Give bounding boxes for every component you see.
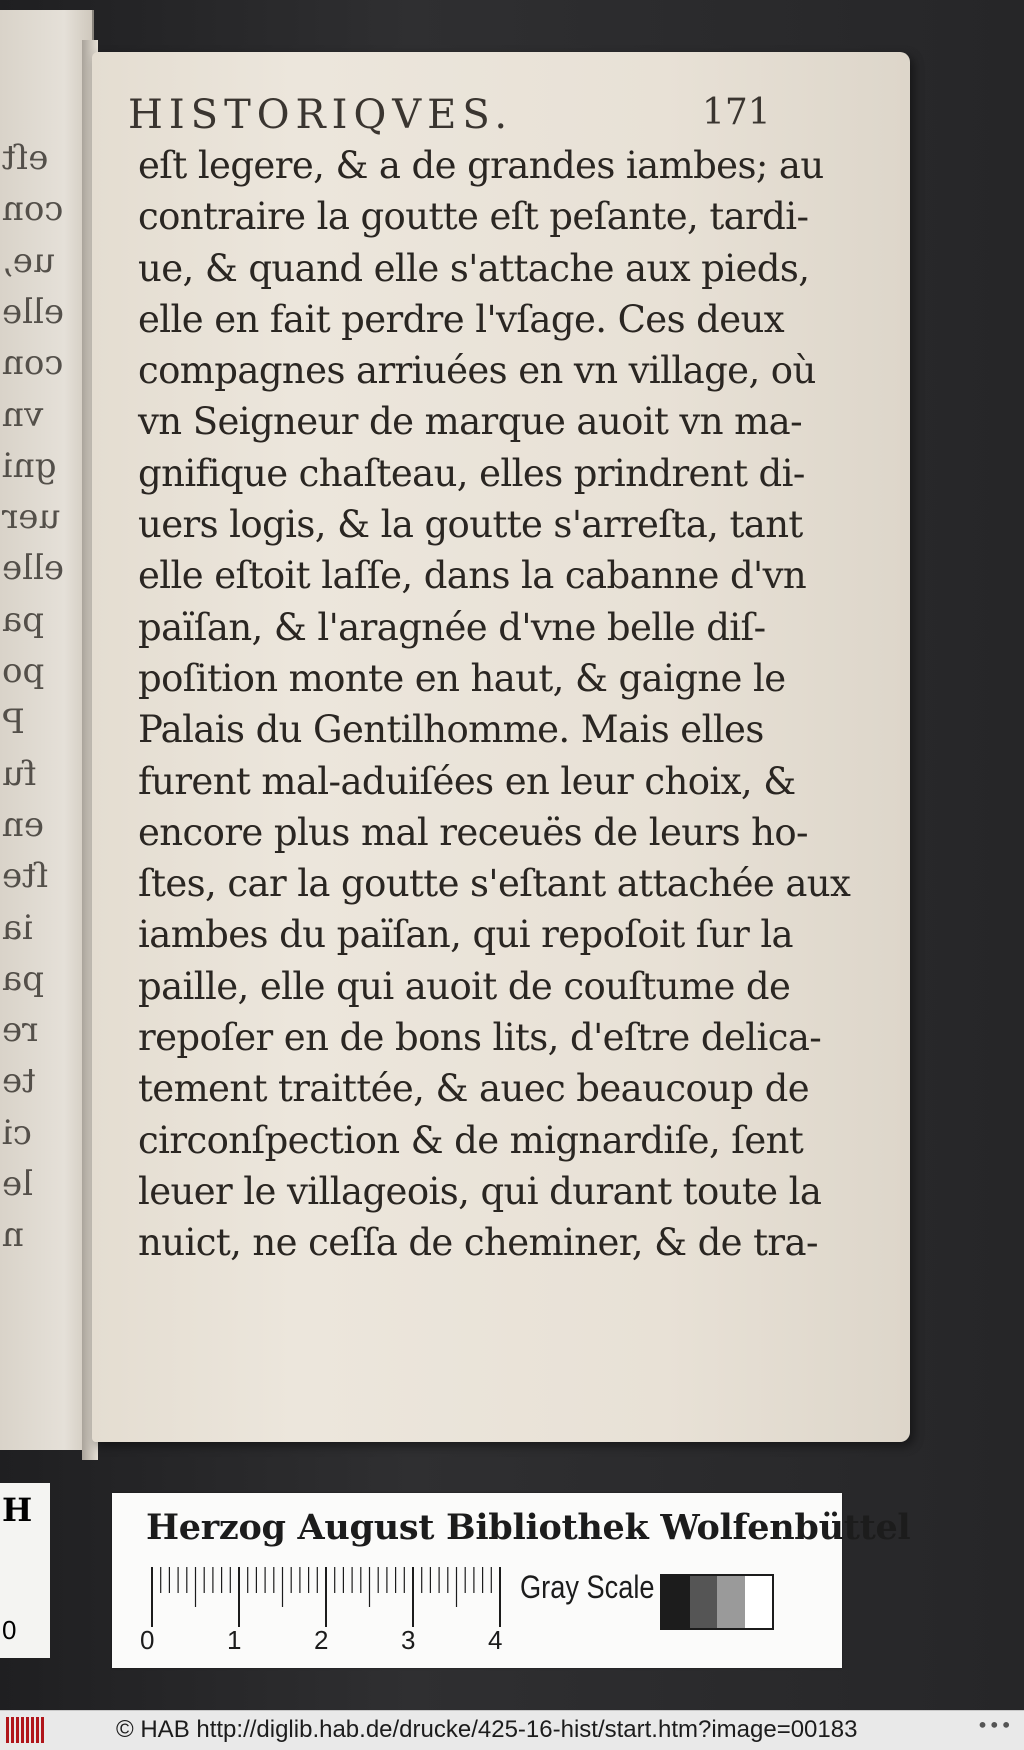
text-line: uers logis, & la goutte s'arreſta, tant bbox=[138, 503, 803, 547]
gray-patch bbox=[717, 1576, 745, 1628]
text-line: furent mal-aduiſées en leur choix, & bbox=[138, 759, 796, 803]
more-icon[interactable]: ••• bbox=[976, 1713, 1012, 1737]
card-fragment-digit: 0 bbox=[2, 1615, 17, 1645]
left-page-fragment: n bbox=[2, 1215, 24, 1256]
text-line: poſition monte en haut, & gaigne le bbox=[138, 656, 786, 700]
text-line: compagnes arriuées en vn village, où bbox=[138, 349, 816, 393]
left-page-fragment: vn bbox=[2, 394, 44, 435]
ruler-label: 4 bbox=[488, 1625, 503, 1655]
gray-scale-patches bbox=[660, 1574, 774, 1630]
left-page-fragment: eſt bbox=[2, 138, 49, 178]
card-fragment-letter: H bbox=[2, 1491, 33, 1529]
left-page-fragment: elle bbox=[2, 291, 64, 332]
gray-scale-label: Gray Scale bbox=[520, 1569, 655, 1605]
left-page-fragment: fu bbox=[2, 753, 37, 794]
text-line: nuict, ne ceſſa de cheminer, & de tra- bbox=[138, 1221, 818, 1265]
gray-patch bbox=[690, 1576, 718, 1628]
text-line: païſan, & l'aragnée d'vne belle diſ- bbox=[138, 605, 766, 649]
left-page-fragment: con bbox=[2, 189, 64, 230]
facing-left-page bbox=[0, 10, 94, 1450]
left-page-fragment: ue, bbox=[2, 240, 55, 281]
gray-patch bbox=[745, 1576, 773, 1628]
text-line: elle eſtoit laſſe, dans la cabanne d'vn bbox=[138, 554, 807, 598]
left-page-fragment: pa bbox=[2, 958, 45, 999]
text-line: Palais du Gentilhomme. Mais elles bbox=[138, 708, 764, 752]
left-page-fragment: uer bbox=[2, 497, 61, 538]
left-page-fragment: en bbox=[2, 804, 45, 845]
text-line: leuer le villageois, qui durant toute la bbox=[138, 1169, 822, 1213]
text-line: repoſer en de bons lits, d'eſtre delica- bbox=[138, 1016, 822, 1060]
card-fragment bbox=[0, 1483, 50, 1658]
text-line: paille, elle qui auoit de couſtume de bbox=[138, 964, 791, 1008]
text-line: encore plus mal receuës de leurs ho- bbox=[138, 810, 808, 854]
left-page-fragment: te bbox=[2, 1061, 36, 1102]
ruler-label: 0 bbox=[140, 1625, 155, 1655]
left-page-fragment: pa bbox=[2, 599, 45, 640]
left-page-fragment: po bbox=[2, 651, 45, 691]
text-line: elle en fait perdre l'vſage. Ces deux bbox=[138, 297, 785, 341]
gray-patch bbox=[662, 1576, 690, 1628]
color-calibration-card bbox=[112, 1493, 911, 1668]
left-page-fragment: gni bbox=[2, 445, 57, 486]
ruler-label: 3 bbox=[401, 1625, 416, 1655]
card-title: Herzog August Bibliothek Wolfenbüttel bbox=[146, 1507, 911, 1548]
text-line: eſt legere, & a de grandes iambes; au bbox=[138, 144, 824, 187]
left-page-fragment: re bbox=[2, 1010, 39, 1051]
hab-logo-icon bbox=[6, 1717, 46, 1743]
left-page-fragment: le bbox=[2, 1164, 33, 1204]
left-page-fragment: ſte bbox=[2, 856, 49, 897]
copyright-url[interactable]: © HAB http://diglib.hab.de/drucke/425-16-hist/start.htm?image=00183 bbox=[116, 1716, 858, 1743]
text-line: contraire la goutte eſt peſante, tardi- bbox=[138, 195, 809, 239]
status-bar bbox=[0, 1710, 1024, 1750]
left-page-fragment: con bbox=[2, 343, 64, 384]
text-line: gnifique chaſteau, elles prindrent di- bbox=[138, 451, 805, 495]
ruler-label: 2 bbox=[314, 1625, 329, 1655]
text-line: iambes du païſan, qui repoſoit ſur la bbox=[138, 913, 794, 957]
page-text-block bbox=[138, 140, 851, 1269]
left-page-fragment: P bbox=[2, 702, 25, 743]
text-line: ſtes, car la goutte s'eſtant attachée aux bbox=[138, 862, 851, 906]
running-head: HISTORIQVES. bbox=[128, 92, 514, 138]
ruler-scale bbox=[148, 1565, 513, 1627]
text-line: ue, & quand elle s'attache aux pieds, bbox=[138, 246, 810, 290]
page-number: 171 bbox=[702, 92, 771, 133]
text-line: tement traittée, & auec beaucoup de bbox=[138, 1067, 809, 1111]
left-page-fragment: ia bbox=[2, 907, 34, 948]
text-line: vn Seigneur de marque auoit vn ma- bbox=[138, 400, 802, 444]
left-page-fragment: elle bbox=[2, 548, 64, 589]
left-page-fragment: ci bbox=[2, 1112, 32, 1153]
ruler-label: 1 bbox=[227, 1625, 242, 1655]
text-line: circonſpection & de mignardiſe, ſent bbox=[138, 1118, 804, 1162]
